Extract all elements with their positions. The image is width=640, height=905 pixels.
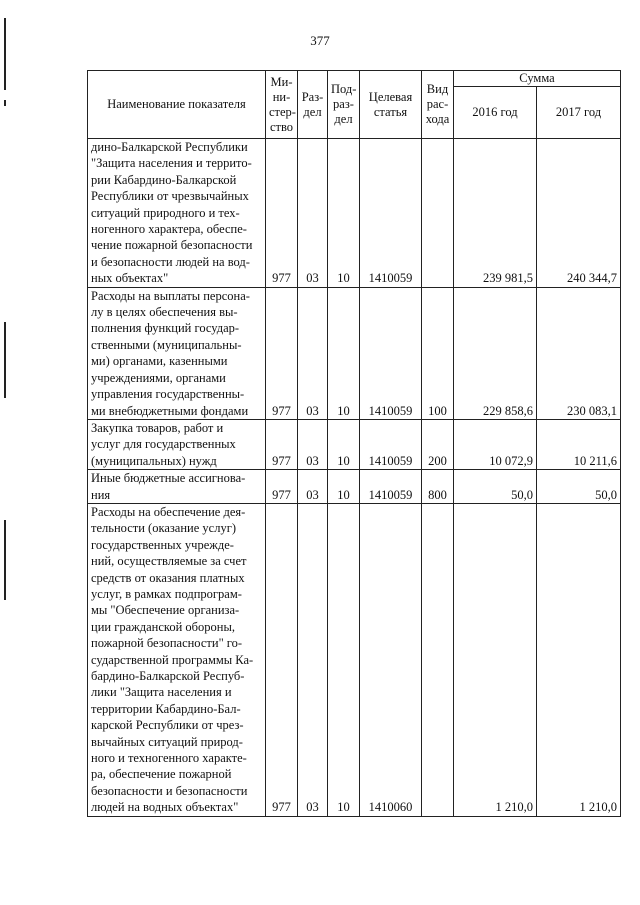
- row-sum-2017: 50,0: [537, 470, 621, 504]
- row-section: 03: [298, 503, 328, 816]
- row-section: 03: [298, 419, 328, 469]
- row-name: дино-Балкарской Республики "Защита населения и террито- рии Кабардино-Балкарской Республики от чрезвычайных ситуаций природного и тех- ногенного характера, обеспе- чение пожарной безопасности и безопасности людей на вод- ных объектах": [88, 139, 266, 288]
- row-ministry: 977: [266, 503, 298, 816]
- row-name: Закупка товаров, работ и услуг для государственных (муниципальных) нужд: [88, 419, 266, 469]
- header-year-2016: 2016 год: [454, 87, 537, 139]
- header-year-2017: 2017 год: [537, 87, 621, 139]
- table-row: [88, 139, 621, 288]
- header-target: Целевая статья: [360, 71, 422, 139]
- row-sum-2017: 10 211,6: [537, 419, 621, 469]
- table-row: [88, 470, 621, 504]
- header-sum: Сумма: [454, 71, 621, 87]
- row-expense-type: [422, 139, 454, 288]
- table-row: [88, 503, 621, 816]
- row-name: Расходы на выплаты персона- лу в целях обеспечения вы- полнения функций государ- ственными (муниципальны- ми) органами, казенными учреждениями, органами управления государственны- ми внебюджетными фондами: [88, 287, 266, 419]
- row-subsection: 10: [328, 287, 360, 419]
- scan-edge-mark: [4, 18, 6, 90]
- header-ministry: Ми- ни- стер- ство: [266, 71, 298, 139]
- row-sum-2016: 239 981,5: [454, 139, 537, 288]
- row-expense-type: 100: [422, 287, 454, 419]
- row-ministry: 977: [266, 419, 298, 469]
- row-sum-2016: 1 210,0: [454, 503, 537, 816]
- header-expense-type: Вид рас- хода: [422, 71, 454, 139]
- row-sum-2016: 50,0: [454, 470, 537, 504]
- row-sum-2016: 10 072,9: [454, 419, 537, 469]
- header-name: Наименование показателя: [88, 71, 266, 139]
- table-row: [88, 287, 621, 419]
- scan-edge-mark: [4, 100, 6, 106]
- row-sum-2017: 240 344,7: [537, 139, 621, 288]
- header-section: Раз- дел: [298, 71, 328, 139]
- row-sum-2017: 1 210,0: [537, 503, 621, 816]
- row-name: Расходы на обеспечение дея- тельности (оказание услуг) государственных учрежде- ний, осуществляемые за счет средств от оказания платных услуг, в рамках подпрограм- мы "Обеспечение организа- ции гражданской обороны, пожарной безопасности" го- сударственной программы Ка- бардино-Балкарской Респуб- лики "Защита населения и территории Кабардино-Бал- карской Республики от чрез- вычайных ситуаций природ- ного и техногенного характе- ра, обеспечение пожарной безопасности и безопасности людей на водных объектах": [88, 503, 266, 816]
- row-sum-2016: 229 858,6: [454, 287, 537, 419]
- row-ministry: 977: [266, 139, 298, 288]
- row-target: 1410059: [360, 287, 422, 419]
- row-subsection: 10: [328, 470, 360, 504]
- row-expense-type: 200: [422, 419, 454, 469]
- row-expense-type: 800: [422, 470, 454, 504]
- row-sum-2017: 230 083,1: [537, 287, 621, 419]
- row-expense-type: [422, 503, 454, 816]
- scan-edge-mark: [4, 520, 6, 600]
- row-target: 1410059: [360, 470, 422, 504]
- page-number: 377: [310, 33, 330, 48]
- row-target: 1410059: [360, 139, 422, 288]
- row-section: 03: [298, 287, 328, 419]
- budget-table: [87, 70, 621, 817]
- header-subsection: Под- раз- дел: [328, 71, 360, 139]
- row-name: Иные бюджетные ассигнова- ния: [88, 470, 266, 504]
- row-target: 1410060: [360, 503, 422, 816]
- scan-edge-mark: [4, 322, 6, 398]
- row-section: 03: [298, 139, 328, 288]
- row-subsection: 10: [328, 419, 360, 469]
- row-subsection: 10: [328, 139, 360, 288]
- row-ministry: 977: [266, 287, 298, 419]
- row-section: 03: [298, 470, 328, 504]
- row-subsection: 10: [328, 503, 360, 816]
- row-ministry: 977: [266, 470, 298, 504]
- table-row: [88, 419, 621, 469]
- row-target: 1410059: [360, 419, 422, 469]
